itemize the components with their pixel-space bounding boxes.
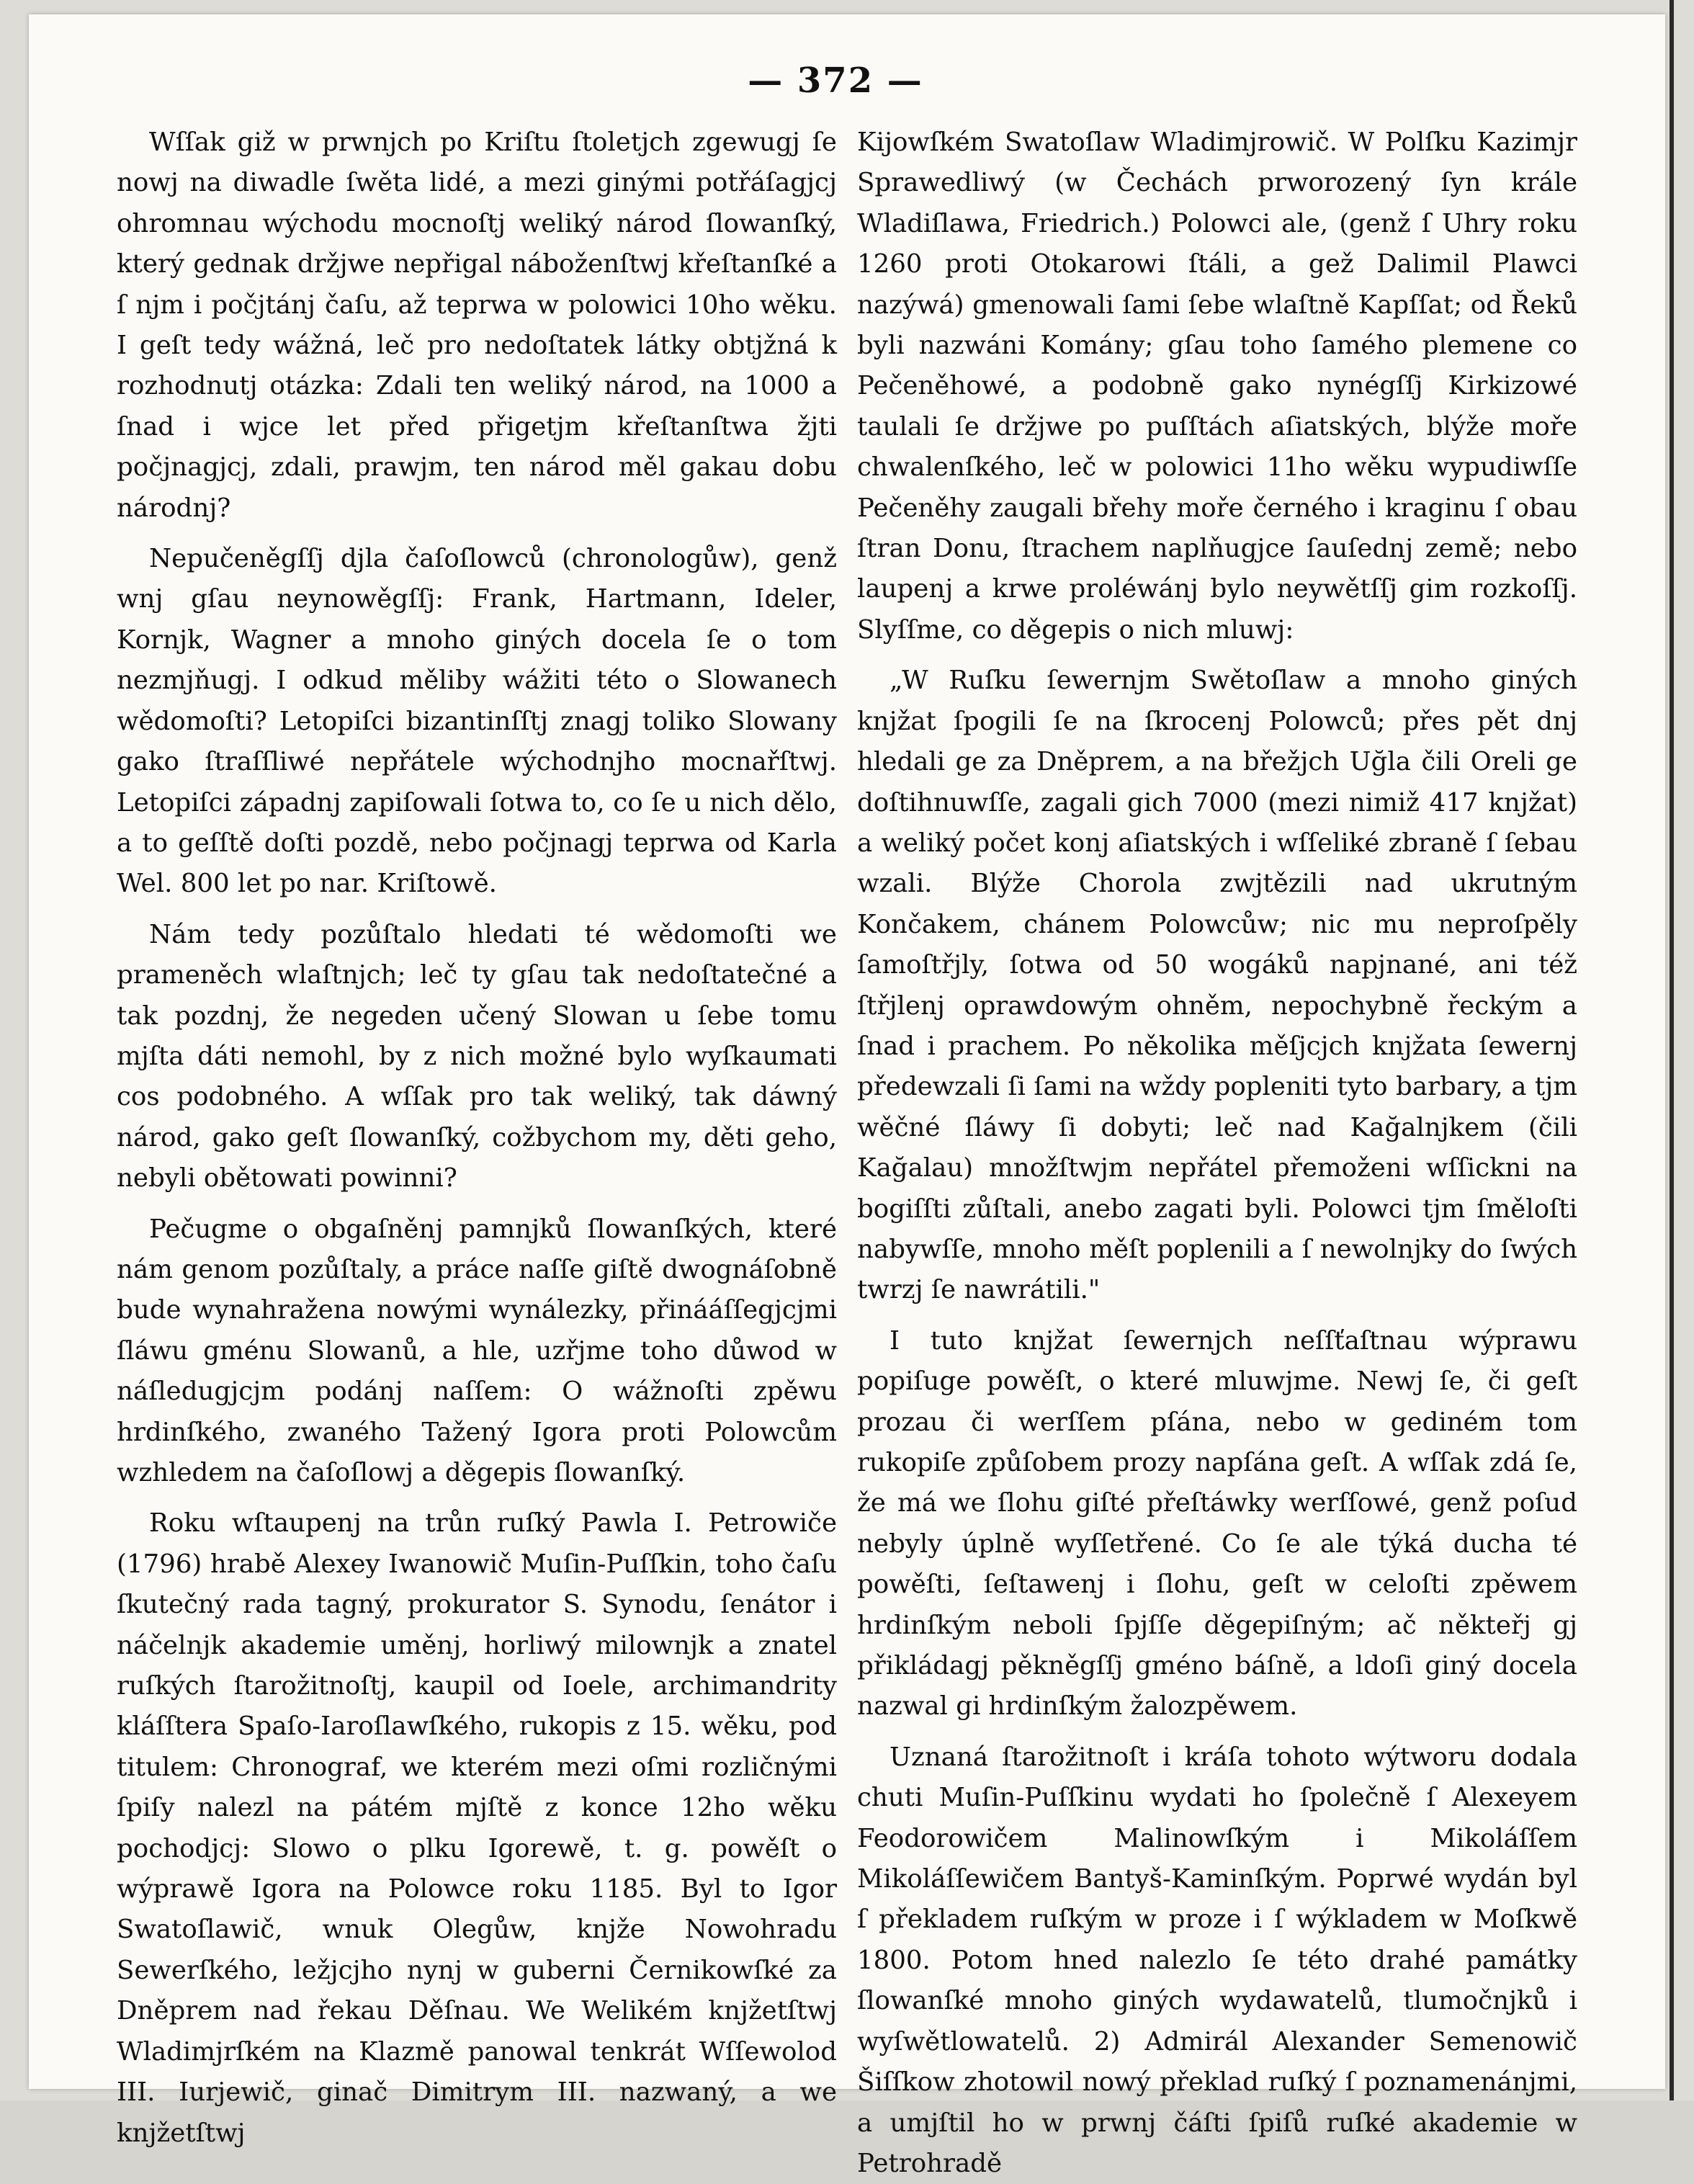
paragraph: Pečugme o obgaſněnj pamnjků ſlowanſkých, které nám genom pozůſtaly, a práce naſſe giſtě dwognáſobně bude wynahražena nowými wynálezky, přinááſſegjcjmi ſláwu gménu Slowanů, a hle, uzřjme toho důwod w náſledugjcjm podánj naſſem: O wážnoſti zpěwu hrdinſkého, zwaného Tažený Igora proti Polowcům wzhledem na čaſoſlowj a děgepis ſlowanſký. [117, 1214, 837, 1487]
paragraph: Uznaná ſtarožitnoſt i kráſa tohoto wýtworu dodala chuti Muſin-Puſſkinu wydati ho ſpolečně ſ Alexeyem Feodorowičem Malinowſkým i Mikoláſſem Mikoláſſewičem Bantyš-Kaminſkým. Poprwé wydán byl ſ překladem ruſkým w proze i ſ wýkladem w Moſkwě 1800. Potom hned nalezlo ſe této drahé památky ſlowanſké mnoho giných wydawatelů, tlumočnjků i wyſwětlowatelů. 2) Admirál Alexander Semenowič Šiſſkow zhotowil nowý překlad ruſký ſ poznamenánjmi, a umjſtil ho w prwnj čáſti ſpiſů ruſké akademie w Petrohradě [857, 1742, 1577, 2178]
paragraph: I tuto knjžat ſewernjch neſſťaſtnau wýprawu popiſuge powěſt, o které mluwjme. Newj ſe, či geſt prozau či werſſem pſána, nebo w gediném tom rukopiſe způſobem prozy napſána geſt. A wſſak zdá ſe, že má we ſlohu giſté přeſtáwky werſſowé, genž poſud nebyly úplně wyſſetřené. Co ſe ale týká ducha té powěſti, ſeſtawenj i ſlohu, geſt w celoſti zpěwem hrdinſkým neboli ſpjſſe děgepiſným; ač někteřj gj přikládagj pěkněgſſj gméno báſně, a ldoſi giný docela nazwal gi hrdinſkým žalozpěwem. [857, 1325, 1577, 1722]
left-column [117, 122, 837, 2154]
right-column [857, 122, 1577, 2184]
paragraph: Nám tedy pozůſtalo hledati té wědomoſti we prameněch wlaſtnjch; leč ty gſau tak nedoſtatečné a tak pozdnj, že negeden učený Slowan u ſebe tomu mjſta dáti nemohl, by z nich možné bylo wyſkaumati cos podobného. A wſſak pro tak weliký, tak dáwný národ, gako geſt ſlowanſký, cožbychom my, děti geho, nebyli obětowati powinni? [117, 919, 837, 1194]
page-number: — 372 — [748, 61, 923, 101]
paragraph: „W Ruſku ſewernjm Swětoſlaw a mnoho giných knjžat ſpogili ſe na ſkrocenj Polowců; přes pět dnj hledali ge za Dněprem, a na břežjch Uğla čili Oreli ge doſtihnuwſſe, zagali gich 7000 (mezi nimiž 417 knjžat) a weliký počet konj aſiatských i wſſeliké zbraně ſ ſebau wzali. Blýže Chorola zwjtězili nad ukrutným Končakem, chánem Polowcůw; nic mu neproſpěly ſamoſtřjly, ſotwa od 50 wogáků napjnané, ani též ſtřjlenj oprawdowým ohněm, nepochybně řeckým a ſnad i prachem. Po několika měſjcjch knjžata ſewernj předewzali ſi ſami na wždy popleniti tyto barbary, a tjm wěčné ſláwy ſi dobyti; leč nad Kağalnjkem (čili Kağalau) množſtwjm nepřátel přemoženi wſſickni na bogiſſti zůſtali, anebo zagati byli. Polowci tjm ſměloſti nabywſſe, mnoho měſt poplenili a ſ newolnjky do ſwých twrzj ſe nawrátili." [857, 666, 1577, 1305]
paragraph: Roku wſtaupenj na trůn ruſký Pawla I. Petrowiče (1796) hrabě Alexey Iwanowič Muſin-Puſſkin, toho čaſu ſkutečný rada tagný, prokurator S. Synodu, ſenátor i náčelnjk akademie uměnj, horliwý milownjk a znatel ruſkých ſtarožitnoſtj, kaupil od Ioele, archimandrity kláſſtera Spaſo-Iaroſlawſkého, rukopis z 15. wěku, pod titulem: Chronograf, we kterém mezi oſmi rozličnými ſpiſy nalezl na pátém mjſtě z konce 12ho wěku pochodjcj: Slowo o plku Igorewě, t. g. powěſt o wýprawě Igora na Polowce roku 1185. Byl to Igor Swatoſlawič, wnuk Olegůw, knjže Nowohradu Sewerſkého, ležjcjho nynj w guberni Černikowſké za Dněprem nad řekau Děſnau. We Welikém knjžetſtwj Wladimjrſkém na Klazmě panowal tenkrát Wſſewolod III. Iurjewič, ginač Dimitrym III. nazwaný, a we knjžetſtwj [117, 1508, 837, 2148]
paragraph: Kijowſkém Swatoſlaw Wladimjrowič. W Polſku Kazimjr Sprawedliwý (w Čechách prworozený ſyn krále Wladiſlawa, Friedrich.) Polowci ale, (genž ſ Uhry roku 1260 proti Otokarowi ſtáli, a gež Dalimil Plawci nazýwá) gmenowali ſami ſebe wlaſtně Kapſſat; od Řeků byli nazwáni Komány; gſau toho ſamého plemene co Pečeněhowé, a podobně gako nynégſſj Kirkizowé taulali ſe držjwe po puſſtách aſiatských, blýže moře chwalenſkého, leč w polowici 11ho wěku wypudiwſſe Pečeněhy zaugali břehy moře černého i kraginu ſ obau ſtran Donu, ſtrachem naplňugjce ſauſednj země; nebo laupenj a krwe proléwánj bylo neywětſſj gim rozkoſſj. Slyſſme, co děgepis o nich mluwj: [857, 127, 1577, 645]
page-edge [1670, 0, 1674, 2100]
paragraph: Wſſak giž w prwnjch po Kriſtu ſtoletjch zgewugj ſe nowj na diwadle ſwěta lidé, a mezi ginými potřáſagjcj ohromnau wýchodu mocnoſtj weliký národ ſlowanſký, který gednak držjwe nepřigal náboženſtwj křeſtanſké a ſ njm i počjtánj čaſu, až teprwa w polowici 10ho wěku. I geſt tedy wážná, leč pro nedoſtatek látky obtjžná k rozhodnutj otázka: Zdali ten weliký národ, na 1000 a ſnad i wjce let před přigetjm křeſtanſtwa žjti počjnagjcj, zdali, prawjm, ten národ měl gakau dobu národnj? [117, 127, 837, 523]
paragraph: Nepučeněgſſj djla čaſoſlowců (chronologůw), genž wnj gſau neynowěgſſj: Frank, Hartmann, Ideler, Kornjk, Wagner a mnoho giných docela ſe o tom nezmjňugj. I odkud měliby wážiti této o Slowanech wědomoſti? Letopiſci bizantinſſtj znagj toliko Slowany gako ſtraſſliwé nepřátele wýchodnjho mocnařſtwj. Letopiſci západnj zapiſowali ſotwa to, co ſe u nich dělo, a to geſſtě doſti pozdě, nebo počjnagj teprwa od Karla Wel. 800 let po nar. Kriſtowě. [117, 544, 837, 899]
